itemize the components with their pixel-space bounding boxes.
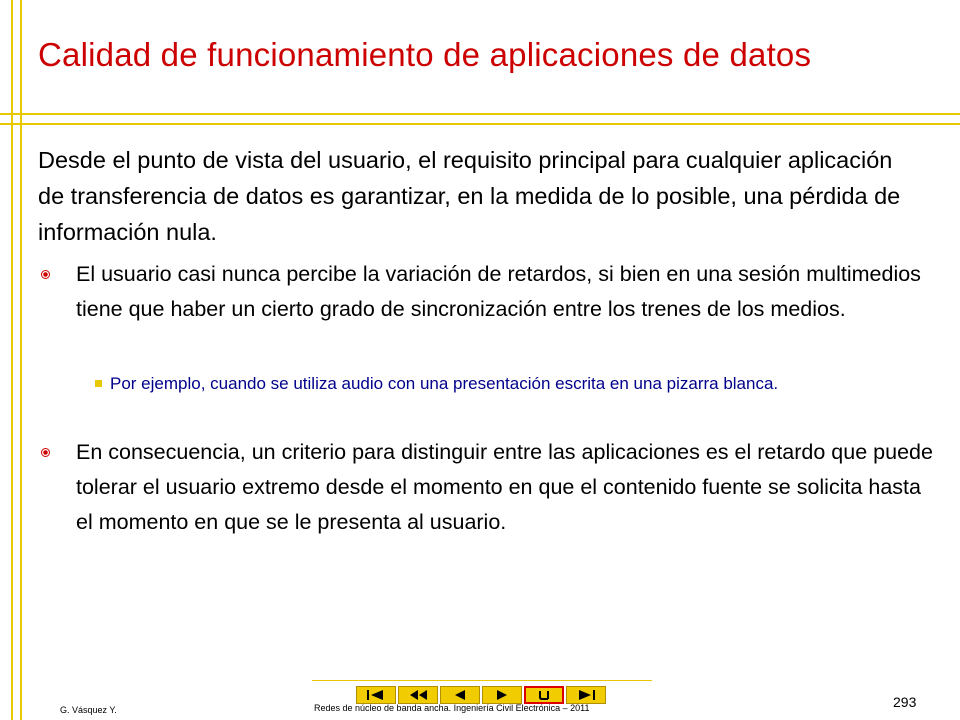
last-slide-icon (575, 689, 597, 701)
next-icon (491, 689, 513, 701)
rewind-icon (407, 689, 429, 701)
rewind-button[interactable] (398, 686, 438, 704)
next-button[interactable] (482, 686, 522, 704)
intro-paragraph: Desde el punto de vista del usuario, el requisito principal para cualquier aplicación de transferencia de datos es garantizar, en la medida de lo posible, una pérdida de información nula. (38, 147, 901, 245)
bullet-icon (41, 270, 50, 279)
course-name: Redes de núcleo de banda ancha. Ingeniería Civil Electrónica – 2011 (314, 703, 590, 713)
left-rule-outer (11, 0, 13, 720)
previous-button[interactable] (440, 686, 480, 704)
author-name: G. Vásquez Y. (60, 705, 117, 715)
previous-icon (449, 689, 471, 701)
top-rule-upper (0, 113, 960, 115)
bullet-icon (41, 448, 50, 457)
last-slide-button[interactable] (566, 686, 606, 704)
bullet-1: El usuario casi nunca percibe la variación de retardos, si bien en una sesión multimedios tiene que haber un cierto grado de sincronización entre los trenes de los medios. (76, 262, 921, 321)
footer-rule (312, 680, 652, 681)
slide-title: Calidad de funcionamiento de aplicaciones de datos (38, 36, 812, 73)
return-button[interactable] (524, 686, 564, 704)
first-slide-icon (365, 689, 387, 701)
return-icon (533, 689, 555, 701)
left-rule-inner (20, 0, 22, 720)
sub-bullet-icon (95, 380, 102, 387)
top-rule-lower (0, 123, 960, 125)
first-slide-button[interactable] (356, 686, 396, 704)
bullet-2: En consecuencia, un criterio para distinguir entre las aplicaciones es el retardo que puede tolerar el usuario extremo desde el momento en que el contenido fuente se solicita hasta el momento en que se le presenta al usuario. (76, 440, 933, 534)
page-number: 293 (893, 694, 917, 710)
sub-bullet-1: Por ejemplo, cuando se utiliza audio con una presentación escrita en una pizarra blanca. (110, 374, 779, 393)
slide-navigation-bar (356, 686, 606, 704)
